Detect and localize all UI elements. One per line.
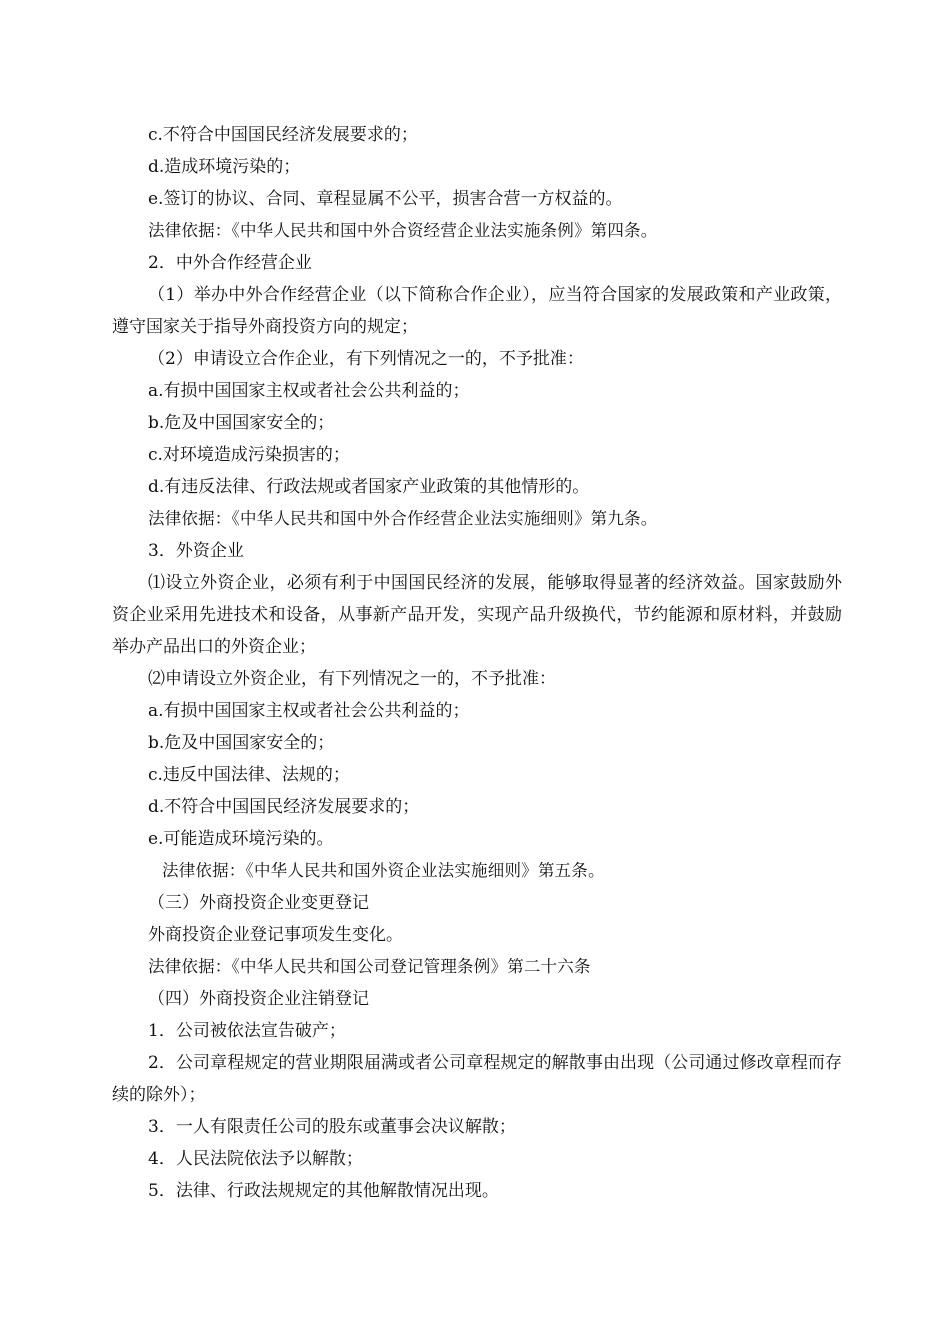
- legal-basis: 法律依据：《中华人民共和国中外合作经营企业法实施细则》第九条。: [148, 509, 658, 528]
- list-item: d.不符合中国国民经济发展要求的；: [148, 797, 420, 817]
- section-heading: 3．外资企业: [148, 541, 244, 561]
- list-item: 3．一人有限责任公司的股东或董事会决议解散；: [148, 1117, 516, 1137]
- list-item: a.有损中国国家主权或者社会公共利益的；: [148, 701, 470, 721]
- list-item: d.有违反法律、行政法规或者国家产业政策的其他情形的。: [148, 477, 590, 497]
- list-item: 2．公司章程规定的营业期限届满或者公司章程规定的解散事由出现（公司通过修改章程而存续的除外）；: [112, 1053, 842, 1105]
- list-item: b.危及中国国家安全的；: [148, 413, 335, 433]
- legal-basis: 法律依据：《中华人民共和国中外合资经营企业法实施条例》第四条。: [148, 221, 658, 240]
- section-heading: （三）外商投资企业变更登记: [148, 893, 369, 913]
- paragraph: ⑵申请设立外资企业，有下列情况之一的，不予批准：: [148, 669, 556, 689]
- list-item: d.造成环境污染的；: [148, 157, 301, 177]
- paragraph: ⑴设立外资企业，必须有利于中国国民经济的发展，能够取得显著的经济效益。国家鼓励外资企业采用先进技术和设备，从事新产品开发，实现产品升级换代，节约能源和原材料，并鼓励举办产品出口的外资企业；: [112, 573, 842, 657]
- document-page: [112, 124, 842, 1212]
- legal-basis: 法律依据：《中华人民共和国外资企业法实施细则》第五条。: [162, 861, 605, 880]
- legal-basis: 法律依据：《中华人民共和国公司登记管理条例》第二十六条: [148, 957, 591, 976]
- list-item: c.不符合中国国民经济发展要求的；: [148, 125, 418, 145]
- paragraph: 外商投资企业登记事项发生变化。: [148, 925, 403, 945]
- paragraph: （1）举办中外合作经营企业（以下简称合作企业），应当符合国家的发展政策和产业政策，遵守国家关于指导外商投资方向的规定；: [112, 285, 842, 337]
- paragraph: （2）申请设立合作企业，有下列情况之一的，不予批准：: [148, 349, 584, 369]
- list-item: e.签订的协议、合同、章程显属不公平，损害合营一方权益的。: [148, 189, 623, 209]
- section-heading: （四）外商投资企业注销登记: [148, 989, 369, 1009]
- list-item: e.可能造成环境污染的。: [148, 829, 334, 849]
- section-heading: 2．中外合作经营企业: [148, 253, 312, 273]
- list-item: 4．人民法院依法予以解散；: [148, 1149, 363, 1169]
- list-item: 5．法律、行政法规规定的其他解散情况出现。: [148, 1181, 499, 1201]
- list-item: c.违反中国法律、法规的；: [148, 765, 350, 785]
- list-item: b.危及中国国家安全的；: [148, 733, 335, 753]
- list-item: a.有损中国国家主权或者社会公共利益的；: [148, 381, 470, 401]
- list-item: 1．公司被依法宣告破产；: [148, 1021, 346, 1041]
- list-item: c.对环境造成污染损害的；: [148, 445, 350, 465]
